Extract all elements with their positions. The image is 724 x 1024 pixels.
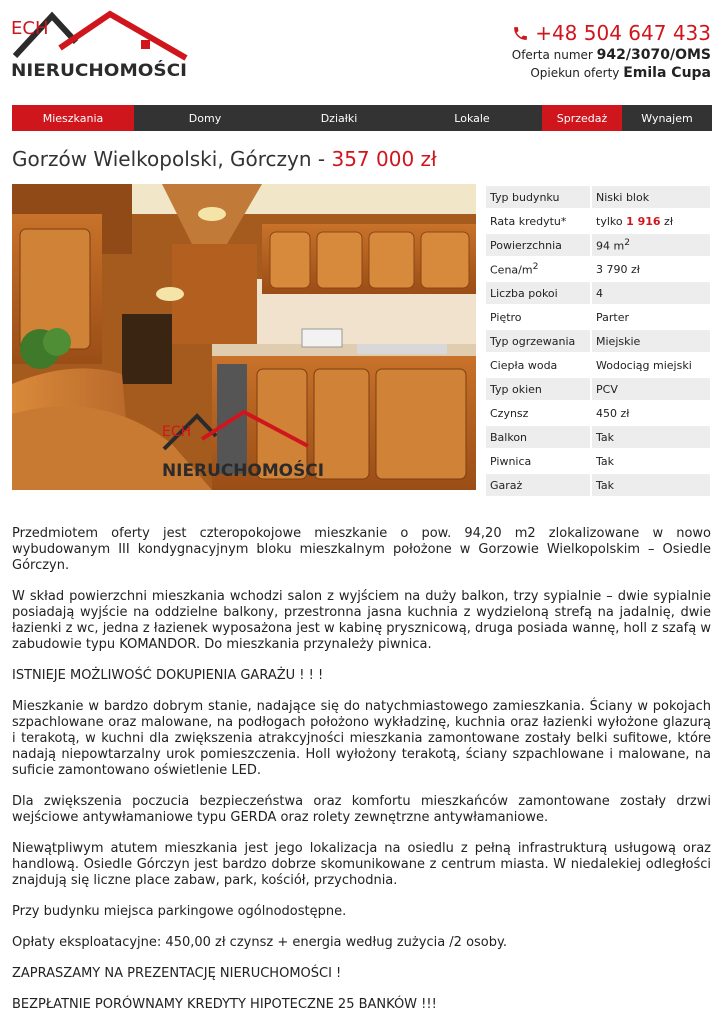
- phone-text[interactable]: +48 504 647 433: [535, 21, 711, 45]
- param-row: [486, 330, 710, 352]
- param-row: [486, 306, 710, 328]
- description-paragraph: Dla zwiększenia poczucia bezpieczeństwa oraz komfortu mieszkańców zamontowane zostały drzwi wejściowe antywłamaniowe typu GERDA oraz rolety zewnętrzne antywłamaniowe.: [12, 794, 711, 825]
- param-value: Parter: [590, 306, 710, 328]
- nav-item-dzialki[interactable]: Działki: [320, 111, 358, 125]
- param-value: Niski blok: [590, 186, 710, 208]
- param-value: 3 790 zł: [590, 258, 710, 280]
- description-paragraph: Przy budynku miejsca parkingowe ogólnodostępne.: [12, 904, 347, 919]
- param-value: Tak: [590, 426, 710, 448]
- param-key: Balkon: [486, 426, 590, 448]
- param-row: [486, 210, 710, 232]
- listing-title: [12, 146, 437, 172]
- contact-block: [512, 20, 711, 82]
- svg-text:ECH: ECH: [11, 18, 49, 39]
- description-paragraph: W skład powierzchni mieszkania wchodzi salon z wyjściem na duży balkon, trzy sypialnie – dwie sypialnie posiadają wyjście na oddzielne balkony, przestronna jasna kuchnia z wydzieloną strefą na jadalnię, dwie łazienki z wc, jedna z łazienek wyposażona jest w kabinę prysznicową, druga posiada wannę, holl z szafą w zabudowie typu KOMANDOR. Do mieszkania przynależy piwnica.: [12, 589, 711, 652]
- agent-label: Opiekun oferty: [530, 66, 620, 80]
- param-value: tylko 1 916 zł: [590, 210, 710, 232]
- param-value: PCV: [590, 378, 710, 400]
- param-value: Wodociąg miejski: [590, 354, 710, 376]
- listing-price: 357 000 zł: [331, 147, 437, 171]
- svg-text:NIERUCHOMOŚCI: NIERUCHOMOŚCI: [11, 61, 174, 81]
- param-key: Piwnica: [490, 454, 532, 468]
- param-key: Rata kredytu*: [490, 214, 567, 228]
- param-key: Piętro: [490, 310, 522, 324]
- nav-item-sprzedaz[interactable]: Sprzedaż: [542, 105, 622, 131]
- param-value: Tak: [590, 450, 710, 472]
- svg-text:ECH: ECH: [162, 424, 192, 440]
- agent-line: [512, 64, 711, 82]
- param-row: [486, 402, 710, 424]
- param-row: [486, 450, 710, 472]
- param-key: Typ okien: [486, 378, 590, 400]
- param-key: Cena/$m^2$: [490, 261, 539, 277]
- loan-rate-value: 1 916: [626, 214, 661, 228]
- param-row: [486, 426, 710, 448]
- description-paragraph: Niewątpliwym atutem mieszkania jest jego lokalizacja na osiedlu z pełną infrastrukturą usługową oraz handlową. Osiedle Górczyn jest bardzo dobrze skomunikowane z centrum miasta. W niedalekiej odległości znajdują się liczne place zabaw, park, kościół, przychodnia.: [12, 841, 711, 888]
- main-nav: [12, 105, 712, 131]
- param-row: [486, 234, 710, 256]
- description-paragraph: Mieszkanie w bardzo dobrym stanie, nadające się do natychmiastowego zamieszkania. Ściany w pokojach szpachlowane oraz malowane, na podłogach położono wykładzinę, kuchnia oraz łazienki wyłożone glazurą i terakotą, w kuchni dla zwiększenia atrakcyjności mieszkania zamontowane zostały belki sufitowe, które nadają niepowtarzalny urok pomieszczenia. Holl wyłożony terakotą, ściany szpachlowane i malowane, na suficie zamontowano oświetlenie LED.: [12, 699, 711, 778]
- param-row: [486, 354, 710, 376]
- param-key: Czynsz: [490, 406, 529, 420]
- description-paragraph: Opłaty eksploatacyjne: 450,00 zł czynsz + energia według zużycia /2 osoby.: [12, 935, 507, 950]
- param-key: Garaż: [486, 474, 590, 496]
- description-paragraph: ISTNIEJE MOŻLIWOŚĆ DOKUPIENIA GARAŻU ! ! !: [12, 668, 324, 683]
- param-key: Typ budynku: [486, 186, 590, 208]
- description-paragraph: ZAPRASZAMY NA PREZENTACJĘ NIERUCHOMOŚCI !: [12, 966, 342, 981]
- property-params-table: [486, 184, 710, 498]
- offer-number-line: [512, 46, 711, 64]
- listing-photo[interactable]: [12, 184, 476, 490]
- nav-item-mieszkania[interactable]: Mieszkania: [12, 105, 134, 131]
- param-row: [486, 282, 710, 304]
- company-logo[interactable]: [10, 8, 195, 83]
- description-paragraph: BEZPŁATNIE PORÓWNAMY KREDYTY HIPOTECZNE 25 BANKÓW !!!: [12, 997, 437, 1012]
- param-row: [486, 186, 710, 208]
- nav-item-domy[interactable]: Domy: [188, 111, 222, 125]
- offer-number: 942/3070/OMS: [596, 47, 711, 63]
- offer-number-label: Oferta numer: [511, 48, 593, 62]
- param-key: Typ ogrzewania: [486, 330, 590, 352]
- param-key: Liczba pokoi: [486, 282, 590, 304]
- nav-item-lokale[interactable]: Lokale: [454, 111, 490, 125]
- param-value: 94 $m^2$: [590, 234, 710, 256]
- svg-text:NIERUCHOMOŚCI: NIERUCHOMOŚCI: [162, 461, 325, 481]
- description-paragraph: Przedmiotem oferty jest czteropokojowe mieszkanie o pow. 94,20 m2 zlokalizowane w nowo wybudowanym III kondygnacyjnym bloku mieszkalnym położone w Gorzowie Wielkopolskim – Osiedle Górczyn.: [12, 526, 711, 573]
- param-value: 4: [590, 282, 710, 304]
- param-key: Powierzchnia: [486, 234, 590, 256]
- nav-item-wynajem[interactable]: Wynajem: [641, 111, 693, 125]
- phone-icon: [512, 25, 529, 42]
- param-value: Miejskie: [590, 330, 710, 352]
- param-row: [486, 258, 710, 280]
- phone-number[interactable]: [512, 20, 711, 46]
- agent-name: Emila Cupa: [623, 65, 711, 81]
- listing-description: [12, 526, 711, 1024]
- param-row: [486, 378, 710, 400]
- param-key: Ciepła woda: [490, 358, 558, 372]
- param-row: [486, 474, 710, 496]
- param-value: 450 zł: [590, 402, 710, 424]
- param-value: Tak: [590, 474, 710, 496]
- listing-location: Gorzów Wielkopolski, Górczyn -: [12, 147, 332, 171]
